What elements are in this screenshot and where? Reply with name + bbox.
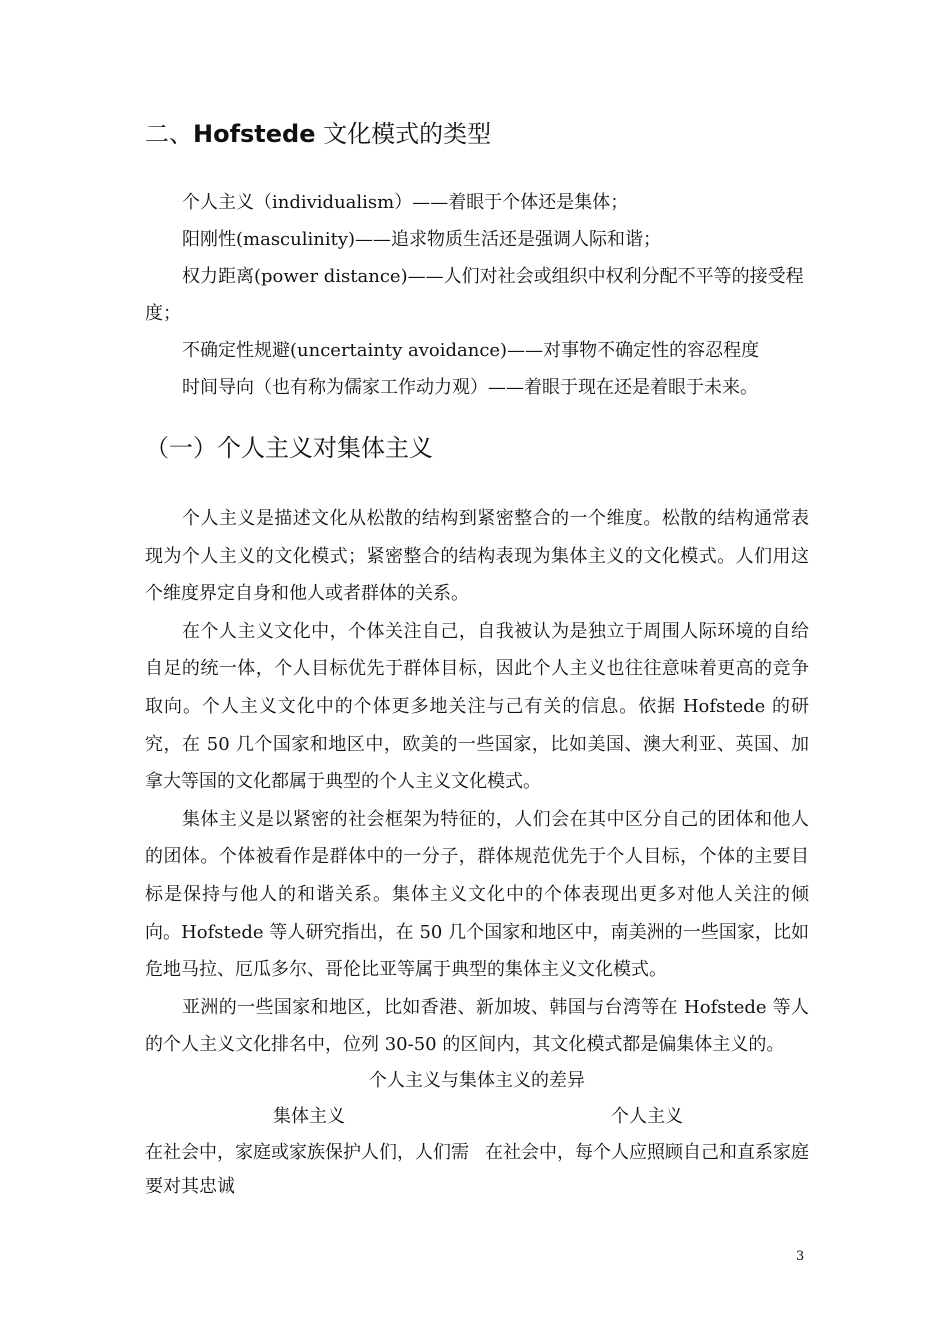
paragraph: 集体主义是以紧密的社会框架为特征的，人们会在其中区分自己的团体和他人的团体。个体被看作是群体中的一分子，群体规范优先于个人目标，个体的主要目标是保持与他人的和谐关系。集体主义文化中的个体表现出更多对他人关注的倾向。Hofstede 等人研究指出，在 50 几个国家和地区中，南美洲的一些国家，比如危地马拉、厄瓜多尔、哥伦比亚等属于典型的集体主义文化模式。: [145, 808, 809, 981]
dimension-item: 权力距离(power distance)——人们对社会或组织中权利分配不平等的接受程度；: [145, 266, 804, 324]
dimension-item: 阳刚性(masculinity)——追求物质生活还是强调人际和谐；: [182, 229, 662, 250]
page-number: 3: [796, 1249, 805, 1264]
dimension-item: 个人主义（individualism）——着眼于个体还是集体；: [182, 192, 629, 213]
dimension-item: 时间导向（也有称为儒家工作动力观）——着眼于现在还是着眼于未来。: [182, 377, 758, 398]
table-row: [145, 1136, 809, 1204]
dimension-item: 不确定性规避(uncertainty avoidance)——对事物不确定性的容忍程度: [182, 340, 760, 361]
section-heading-bold: Hofstede: [193, 120, 316, 148]
table-caption: 个人主义与集体主义的差异: [369, 1070, 585, 1091]
dimension-list: [145, 184, 809, 406]
subsection-heading: （一）个人主义对集体主义: [145, 434, 433, 462]
table-cell: 在社会中，家庭或家族保护人们，人们需要对其忠诚: [145, 1142, 469, 1197]
table-cell: 在社会中，每个人应照顾自己和直系家庭: [485, 1142, 809, 1163]
comparison-table: [145, 1100, 809, 1204]
paragraph: 在个人主义文化中，个体关注自己，自我被认为是独立于周围人际环境的自给自足的统一体，个人目标优先于群体目标，因此个人主义也往往意味着更高的竞争取向。个人主义文化中的个体更多地关注与己有关的信息。依据 Hofstede 的研究，在 50 几个国家和地区中，欧美的一些国家，比如美国、澳大利亚、英国、加拿大等国的文化都属于典型的个人主义文化模式。: [145, 620, 809, 793]
paragraph: 个人主义是描述文化从松散的结构到紧密整合的一个维度。松散的结构通常表现为个人主义的文化模式；紧密整合的结构表现为集体主义的文化模式。人们用这个维度界定自身和他人或者群体的关系。: [145, 508, 809, 605]
section-heading-prefix: 二、: [145, 120, 193, 148]
table-header-collectivism: 集体主义: [273, 1106, 345, 1127]
section-heading-suffix: 文化模式的类型: [315, 120, 492, 148]
body-text: [145, 500, 809, 1064]
section-heading: [145, 116, 491, 152]
table-header-row: [145, 1100, 809, 1134]
table-header-individualism: 个人主义: [611, 1106, 683, 1127]
paragraph: 亚洲的一些国家和地区，比如香港、新加坡、韩国与台湾等在 Hofstede 等人的个人主义文化排名中，位列 30-50 的区间内，其文化模式都是偏集体主义的。: [145, 996, 809, 1056]
